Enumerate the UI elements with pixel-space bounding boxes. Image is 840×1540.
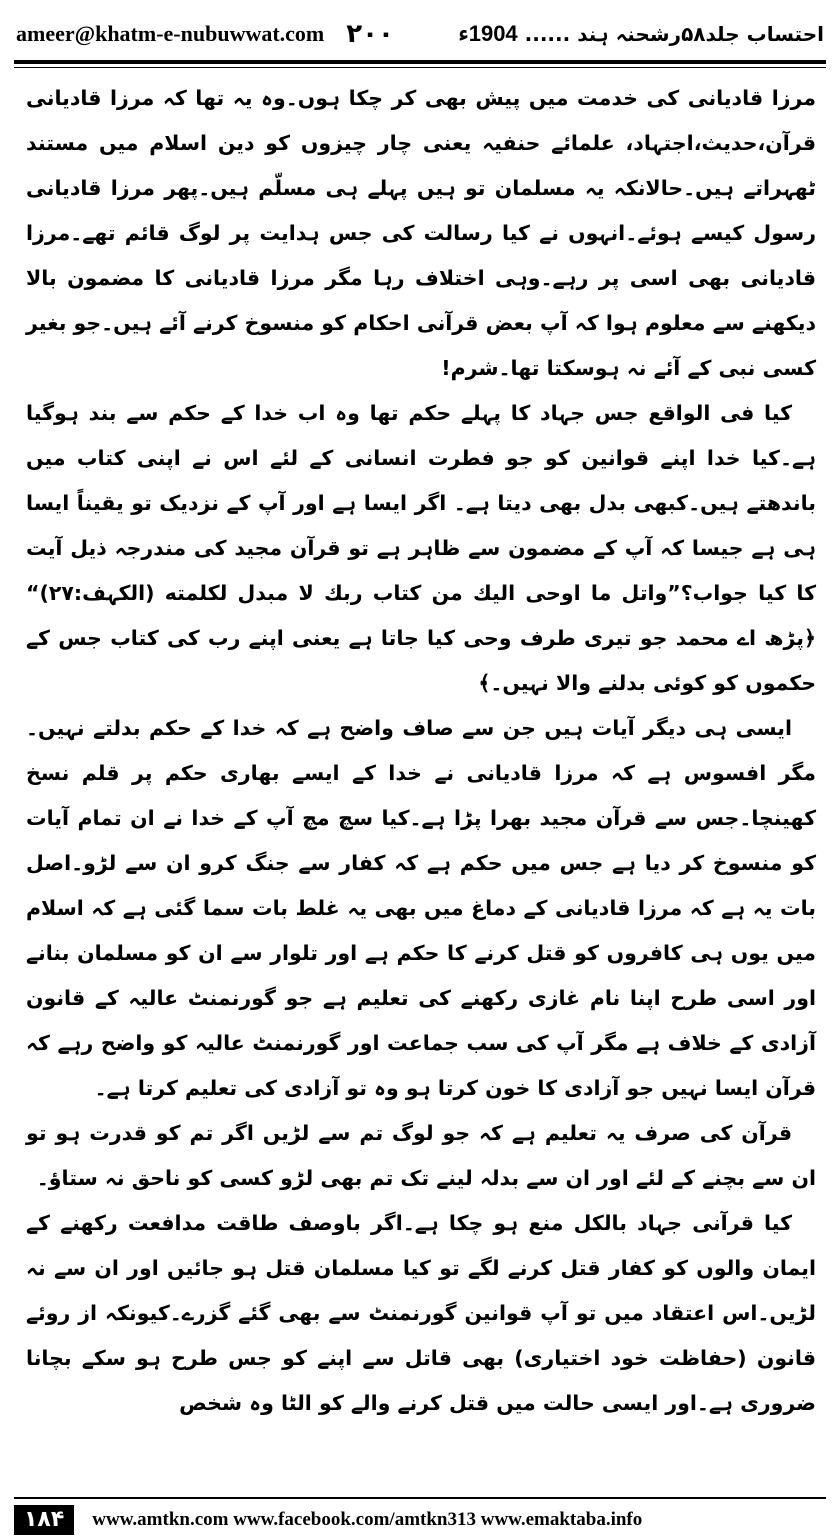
footer-website-links: www.amtkn.com www.facebook.com/amtkn313 www.emaktaba.info <box>92 1509 643 1530</box>
header-year: 1904ء <box>458 21 518 46</box>
footer-rule <box>14 1497 826 1499</box>
header-page-number: ۲۰۰ <box>346 19 394 49</box>
paragraph-1: مرزا قادیانی کی خدمت میں پیش بھی کر چکا ہوں۔وہ یہ تھا کہ مرزا قادیانی قرآن،حدیث،اجتہاد، علمائے حنفیہ یعنی چار چیزوں کو دین اسلام میں مستند ٹھہراتے ہیں۔حالانکہ یہ مسلمان تو ہیں پہلے ہی مسلّم ہیں۔پھر مرزا قادیانی رسول کیسے ہوئے۔انہوں نے کیا رسالت کی جس ہدایت پر لوگ قائم تھے۔مرزا قادیانی بھی اسی پر رہے۔وہی اختلاف رہا مگر مرزا قادیانی کا مضمون بالا دیکھنے سے معلوم ہوا کہ آپ بعض قرآنی احکام کو منسوخ کرنے آئے ہیں۔جو بغیر کسی نبی کے آئے نہ ہوسکتا تھا۔شرم! <box>26 86 816 380</box>
page-footer <box>14 1505 826 1535</box>
header-book-title <box>458 21 824 47</box>
paragraph-4: قرآن کی صرف یہ تعلیم ہے کہ جو لوگ تم سے لڑیں اگر تم کو قدرت ہو تو ان سے بچنے کے لئے اور ان سے بدلہ لینے تک تم بھی لڑو کسی کو ناحق نہ ستاؤ۔ <box>26 1121 816 1190</box>
header-title-text: احتساب جلد۵۸رشحنہ ہند ...... <box>524 22 824 46</box>
header-rule <box>14 60 826 68</box>
page-header <box>16 14 824 54</box>
header-left <box>16 19 394 49</box>
paragraph-5: کیا قرآنی جہاد بالکل منع ہو چکا ہے۔اگر باوصف طاقت مدافعت رکھنے کے ایمان والوں کو کفار قتل کرنے لگے تو کیا مسلمان قتل ہو جائیں اور ان سے نہ لڑیں۔اس اعتقاد میں تو آپ قوانین گورنمنٹ سے بھی گئے گزرے۔کیونکہ از روئے قانون (حفاظت خود اختیاری) بھی قاتل سے اپنے کو جس طرح ہو سکے بچانا ضروری ہے۔اور ایسی حالت میں قتل کرنے والے کو الٹا وہ شخص <box>26 1211 816 1415</box>
footer-page-number: ۱۸۴ <box>14 1505 74 1535</box>
header-email: ameer@khatm-e-nubuwwat.com <box>16 21 325 46</box>
page-body <box>26 76 816 1426</box>
paragraph-2: کیا فی الواقع جس جہاد کا پہلے حکم تھا وہ اب خدا کے حکم سے بند ہوگیا ہے۔کیا خدا اپنے قوانین کو جو فطرت انسانی کے لئے اس نے اپنی کتاب میں باندھتے ہیں۔کبھی بدل بھی دیتا ہے۔ اگر ایسا ہے اور آپ کے نزدیک تو یقیناً ایسا ہی ہے جیسا کہ آپ کے مضمون سے ظاہر ہے تو قرآن مجید کی مندرجہ ذیل آیت کا کیا جواب؟”واتل ما اوحی الیك من کتاب ربك لا مبدل لکلمته (الکہف:۲۷)“ ﴿پڑھ اے محمد جو تیری طرف وحی کیا جاتا ہے یعنی اپنے رب کی کتاب جس کے حکموں کو کوئی بدلنے والا نہیں۔﴾ <box>26 401 816 695</box>
paragraph-3: ایسی ہی دیگر آیات ہیں جن سے صاف واضح ہے کہ خدا کے حکم بدلتے نہیں۔مگر افسوس ہے کہ مرزا قادیانی نے خدا کے ایسے بھاری حکم پر قلم نسخ کھینچا۔جس سے قرآن مجید بھرا پڑا ہے۔کیا سچ مچ آپ کے خدا نے ان تمام آیات کو منسوخ کر دیا ہے جس میں حکم ہے کہ کفار سے جنگ کرو ان سے لڑو۔اصل بات یہ ہے کہ مرزا قادیانی کے دماغ میں بھی یہ غلط بات سما گئی ہے کہ اسلام میں یوں ہی کافروں کو قتل کرنے کا حکم ہے اور تلوار سے ان کو مسلمان بنانے اور اسی طرح اپنا نام غازی رکھنے کی تعلیم ہے جو گورنمنٹ عالیہ کے قانون آزادی کے خلاف ہے مگر آپ کی سب جماعت اور گورنمنٹ عالیہ کو واضح رہے کہ قرآن ایسا نہیں جو آزادی کا خون کرتا ہو وہ تو آزادی کی تعلیم کرتا ہے۔ <box>26 716 816 1100</box>
